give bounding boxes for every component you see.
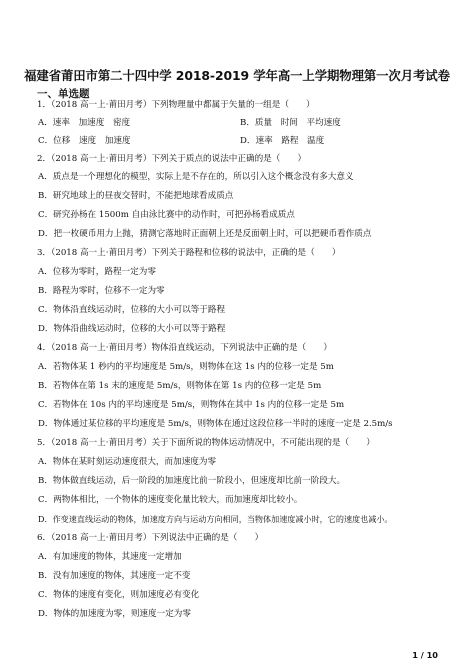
question-1-option-c: C．位移 速度 加速度 [38,136,131,146]
question-6-option-c: C．物体的速度有变化，则加速度必有变化 [38,590,200,600]
question-3-option-d: D．物体沿曲线运动时，位移的大小可以等于路程 [38,324,226,334]
question-6-option-a: A．有加速度的物体，其速度一定增加 [38,552,182,562]
document-title: 福建省莆田市第二十四中学 2018-2019 学年高一上学期物理第一次月考试卷 [24,68,450,83]
question-5-option-c: C．两物体相比，一个物体的速度变化量比较大，而加速度却比较小。 [38,495,303,505]
question-2-option-b: B．研究地球上的昼夜交替时，不能把地球看成质点 [38,191,234,201]
question-3-option-b: B．路程为零时，位移不一定为零 [38,286,165,296]
question-4-stem: 4．（2018 高一上·莆田月考）物体沿直线运动，下列说法中正确的是（ ） [37,343,332,353]
question-1-option-b: B．质量 时间 平均速度 [240,118,341,128]
question-4-option-a: A．若物体某 1 秒内的平均速度是 5m/s，则物体在这 1s 内的位移一定是 5m [38,362,334,372]
question-2-option-a: A．质点是一个理想化的模型，实际上是不存在的，所以引入这个概念没有多大意义 [38,172,354,182]
question-6-option-b: B．没有加速度的物体，其速度一定不变 [38,571,191,581]
question-5-option-b: B．物体做直线运动，后一阶段的加速度比前一阶段小，但速度却比前一阶段大。 [38,476,346,486]
question-3-option-a: A．位移为零时，路程一定为零 [38,267,156,277]
question-4-option-b: B．若物体在第 1s 末的速度是 5m/s，则物体在第 1s 内的位移一定是 5m [38,381,322,391]
question-5-option-d: D．作变速直线运动的物体，加速度方向与运动方向相同，当物体加速度减小时，它的速度也减小。 [38,514,393,524]
question-2-option-d: D．把一枚硬币用力上抛，猜测它落地时正面朝上还是反面朝上时，可以把硬币看作质点 [38,229,372,239]
question-3-option-c: C．物体沿直线运动时，位移的大小可以等于路程 [38,305,226,315]
question-3-stem: 3．（2018 高一上·莆田月考）下列关于路程和位移的说法中，正确的是（ ） [37,248,341,258]
question-4-option-d: D．物体通过某位移的平均速度是 5m/s，则物体在通过这段位移一半时的速度一定是 2.5m/s [38,419,393,429]
question-2-option-c: C．研究孙杨在 1500m 自由泳比赛中的动作时，可把孙杨看成质点 [38,210,295,220]
page-number: 1 / 10 [412,650,438,660]
question-5-stem: 5．（2018 高一上·莆田月考）关于下面所说的物体运动情况中，不可能出现的是（ ） [37,438,375,448]
question-4-option-c: C．若物体在 10s 内的平均速度是 5m/s，则物体在其中 1s 内的位移一定是 5m [38,400,345,410]
question-5-option-a: A．物体在某时刻运动速度很大，而加速度为零 [38,457,217,467]
question-6-stem: 6．（2018 高一上·莆田月考）下列说法中正确的是（ ） [37,533,264,543]
section-heading: 一、单选题 [37,88,90,100]
question-1-stem: 1．（2018 高一上·莆田月考）下列物理量中都属于矢量的一组是（ ） [37,100,315,110]
question-1-option-a: A．速率 加速度 密度 [38,118,131,128]
question-2-stem: 2．（2018 高一上·莆田月考）下列关于质点的说法中正确的是（ ） [37,154,307,164]
question-6-option-d: D．物体的加速度为零，则速度一定为零 [38,609,191,619]
question-1-option-d: D．速率 路程 温度 [240,136,325,146]
